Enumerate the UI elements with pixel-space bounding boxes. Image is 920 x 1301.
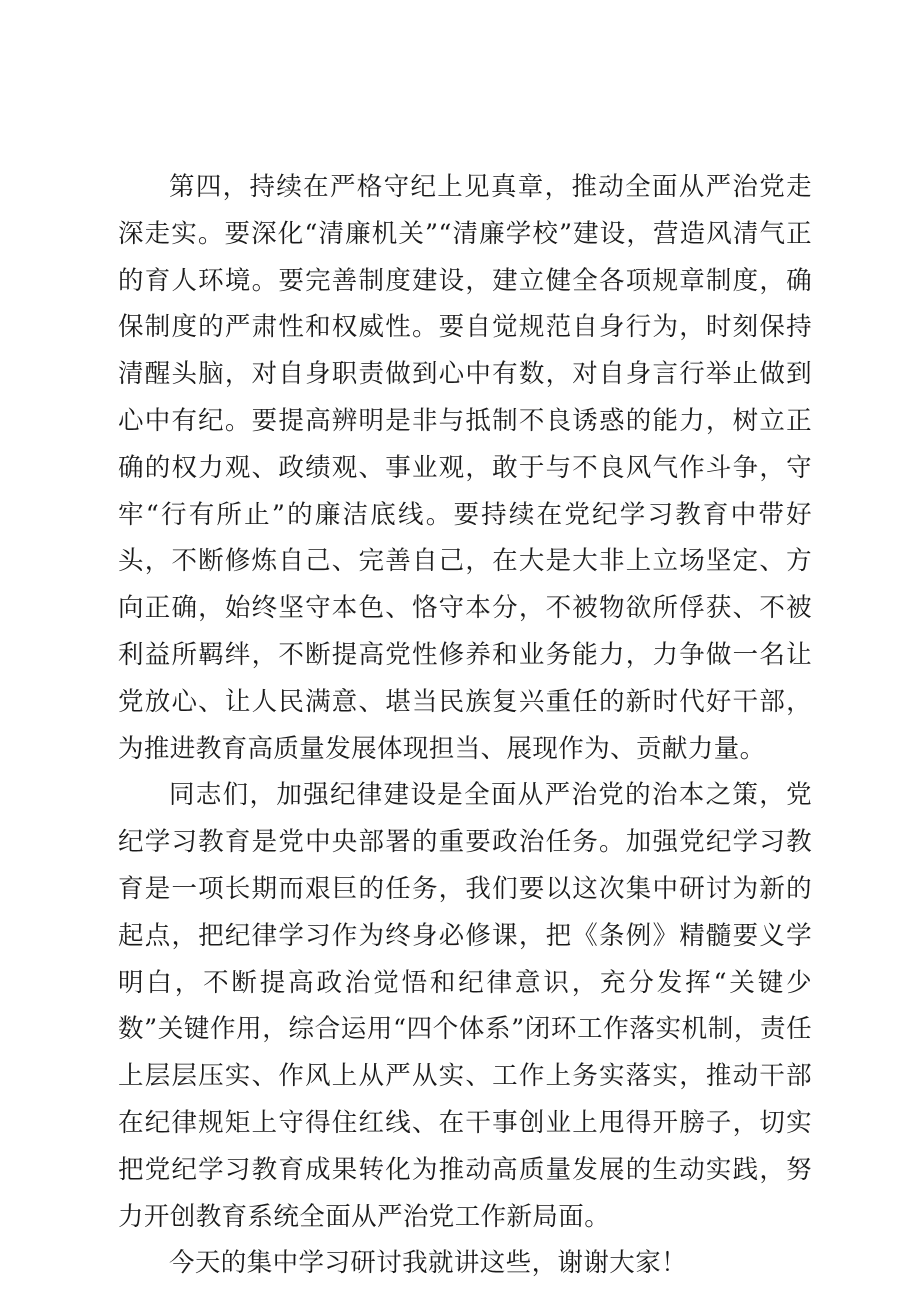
paragraph-comrades: 同志们，加强纪律建设是全面从严治党的治本之策，党纪学习教育是党中央部署的重要政治任务。加强党纪学习教育是一项长期而艰巨的任务，我们要以这次集中研讨为新的起点，把纪律学习作为终身必修课，把《条例》精髓要义学明白，不断提高政治觉悟和纪律意识，充分发挥“关键少数”关键作用，综合运用“四个体系”闭环工作落实机制，责任上层层压实、作风上从严从实、工作上务实落实，推动干部在纪律规矩上守得住红线、在干事创业上甩得开膀子，切实把党纪学习教育成果转化为推动高质量发展的生动实践，努力开创教育系统全面从严治党工作新局面。	[118, 780, 812, 1232]
paragraph-closing: 今天的集中学习研讨我就讲这些，谢谢大家！	[169, 1248, 688, 1279]
document-body	[118, 164, 812, 1287]
paragraph-fourth-point: 第四，持续在严格守纪上见真章，推动全面从严治党走深走实。要深化“清廉机关”“清廉学校”建设，营造风清气正的育人环境。要完善制度建设，建立健全各项规章制度，确保制度的严肃性和权威性。要自觉规范自身行为，时刻保持清醒头脑，对自身职责做到心中有数，对自身言行举止做到心中有纪。要提高辨明是非与抵制不良诱惑的能力，树立正确的权力观、政绩观、事业观，敢于与不良风气作斗争，守牢“行有所止”的廉洁底线。要持续在党纪学习教育中带好头，不断修炼自己、完善自己，在大是大非上立场坚定、方向正确，始终坚守本色、恪守本分，不被物欲所俘获、不被利益所羁绊，不断提高党性修养和业务能力，力争做一名让党放心、让人民满意、堪当民族复兴重任的新时代好干部，为推进教育高质量发展体现担当、展现作为、贡献力量。	[118, 172, 812, 764]
